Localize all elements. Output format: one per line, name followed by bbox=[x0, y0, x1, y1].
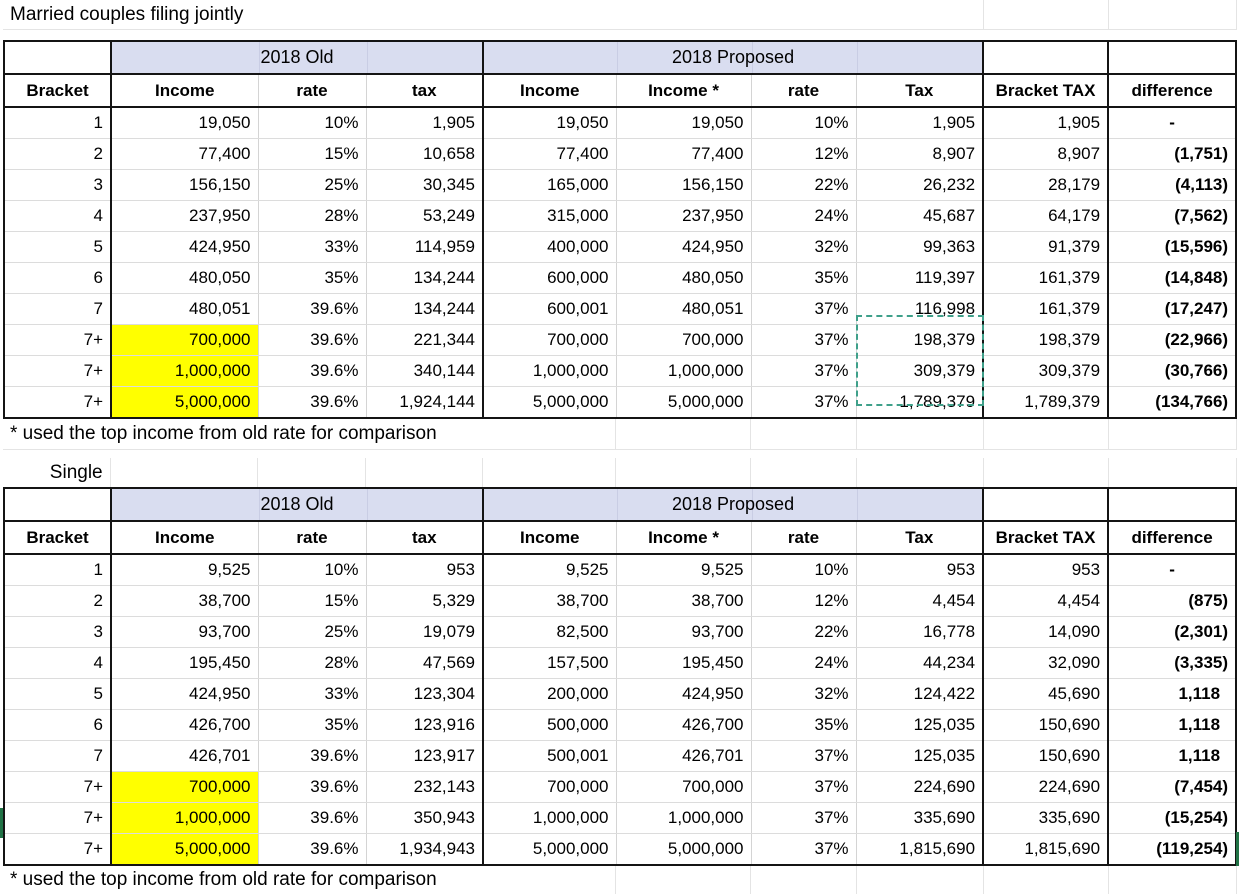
cell[interactable]: 77,400 bbox=[616, 139, 751, 170]
table-row bbox=[4, 679, 1236, 710]
cell[interactable]: 480,050 bbox=[111, 263, 258, 294]
cell[interactable]: 1,924,144 bbox=[366, 387, 483, 419]
cell[interactable] bbox=[983, 866, 1108, 894]
cell[interactable]: 195,450 bbox=[616, 648, 751, 679]
cell[interactable]: 1,000,000 bbox=[111, 803, 258, 834]
cell[interactable]: 150,690 bbox=[983, 741, 1108, 772]
col-header-bracket[interactable]: Bracket bbox=[4, 74, 111, 107]
group-header-row bbox=[4, 488, 1236, 521]
cell[interactable] bbox=[365, 458, 482, 487]
cell[interactable]: - bbox=[1108, 554, 1236, 586]
group-header-2018-old[interactable]: 2018 Old bbox=[111, 488, 483, 521]
cell[interactable]: 424,950 bbox=[616, 679, 751, 710]
cell[interactable] bbox=[751, 458, 856, 487]
cell[interactable] bbox=[1108, 41, 1236, 74]
cell[interactable]: 24% bbox=[751, 648, 856, 679]
cell[interactable]: 5,000,000 bbox=[616, 387, 751, 419]
col-header-bracket-tax[interactable]: Bracket TAX bbox=[983, 74, 1108, 107]
cell[interactable]: 19,079 bbox=[366, 617, 483, 648]
cell[interactable]: 1,789,379 bbox=[983, 387, 1108, 419]
cell[interactable]: 700,000 bbox=[616, 325, 751, 356]
cell[interactable]: 156,150 bbox=[111, 170, 258, 201]
cell[interactable]: 1 bbox=[4, 107, 111, 139]
column-header-row bbox=[4, 74, 1236, 107]
cell[interactable]: (14,848) bbox=[1108, 263, 1236, 294]
cell[interactable]: 4,454 bbox=[856, 586, 983, 617]
cell[interactable]: 6 bbox=[4, 710, 111, 741]
cell[interactable]: 12% bbox=[751, 139, 856, 170]
cell[interactable]: 700,000 bbox=[616, 772, 751, 803]
cell[interactable] bbox=[983, 0, 1108, 30]
cell[interactable]: 39.6% bbox=[258, 356, 366, 387]
table-row bbox=[4, 741, 1236, 772]
cell[interactable]: 26,232 bbox=[856, 170, 983, 201]
cell[interactable]: 426,700 bbox=[111, 710, 258, 741]
cell[interactable]: 35% bbox=[751, 710, 856, 741]
cell[interactable]: 114,959 bbox=[366, 232, 483, 263]
cell[interactable]: 39.6% bbox=[258, 294, 366, 325]
cell[interactable] bbox=[983, 419, 1108, 450]
cell[interactable]: 309,379 bbox=[983, 356, 1108, 387]
col-header-proposed-income-star[interactable]: Income * bbox=[616, 521, 751, 554]
cell[interactable]: 424,950 bbox=[616, 232, 751, 263]
cell[interactable]: 400,000 bbox=[483, 232, 616, 263]
group-header-2018-proposed[interactable]: 2018 Proposed bbox=[483, 41, 983, 74]
cell[interactable]: 953 bbox=[983, 554, 1108, 586]
cell[interactable]: 7+ bbox=[4, 803, 111, 834]
table-row bbox=[4, 617, 1236, 648]
cell[interactable]: 5 bbox=[4, 679, 111, 710]
cell[interactable]: 38,700 bbox=[616, 586, 751, 617]
cell[interactable]: 125,035 bbox=[856, 710, 983, 741]
cell[interactable]: 44,234 bbox=[856, 648, 983, 679]
table-row bbox=[4, 294, 1236, 325]
cell[interactable] bbox=[1108, 866, 1236, 894]
cell[interactable]: 9,525 bbox=[616, 554, 751, 586]
cell[interactable]: 195,450 bbox=[111, 648, 258, 679]
cell[interactable]: 10% bbox=[258, 107, 366, 139]
cell[interactable]: 37% bbox=[751, 294, 856, 325]
cell[interactable]: 5,000,000 bbox=[111, 834, 258, 866]
cell[interactable]: 2 bbox=[4, 139, 111, 170]
cell[interactable]: 953 bbox=[366, 554, 483, 586]
cell[interactable]: 134,244 bbox=[366, 263, 483, 294]
cell[interactable]: 37% bbox=[751, 325, 856, 356]
cell[interactable]: 5,000,000 bbox=[483, 387, 616, 419]
cell[interactable]: 37% bbox=[751, 834, 856, 866]
cell[interactable]: 12% bbox=[751, 586, 856, 617]
cell[interactable]: 426,701 bbox=[616, 741, 751, 772]
cell[interactable]: 3 bbox=[4, 170, 111, 201]
col-header-proposed-income-star[interactable]: Income * bbox=[616, 74, 751, 107]
cell[interactable]: 7+ bbox=[4, 356, 111, 387]
cell[interactable]: 1,934,943 bbox=[366, 834, 483, 866]
cell[interactable]: 39.6% bbox=[258, 803, 366, 834]
cell[interactable]: 10% bbox=[751, 554, 856, 586]
cell[interactable]: (17,247) bbox=[1108, 294, 1236, 325]
cell[interactable]: 500,000 bbox=[483, 710, 616, 741]
cell[interactable]: 9,525 bbox=[483, 554, 616, 586]
cell[interactable]: 5 bbox=[4, 232, 111, 263]
cell[interactable]: 10% bbox=[258, 554, 366, 586]
cell[interactable]: 200,000 bbox=[483, 679, 616, 710]
cell[interactable]: 82,500 bbox=[483, 617, 616, 648]
cell[interactable]: (30,766) bbox=[1108, 356, 1236, 387]
cell[interactable]: 700,000 bbox=[111, 325, 258, 356]
footnote-row bbox=[3, 419, 1237, 450]
cell[interactable]: 4 bbox=[4, 201, 111, 232]
col-header-old-income[interactable]: Income bbox=[111, 74, 258, 107]
cell[interactable]: 10,658 bbox=[366, 139, 483, 170]
cell[interactable]: 45,687 bbox=[856, 201, 983, 232]
cell[interactable]: 237,950 bbox=[616, 201, 751, 232]
cell[interactable] bbox=[983, 41, 1108, 74]
cell[interactable]: 45,690 bbox=[983, 679, 1108, 710]
cell[interactable]: 426,701 bbox=[111, 741, 258, 772]
table-row bbox=[4, 387, 1236, 419]
cell[interactable]: 1,000,000 bbox=[111, 356, 258, 387]
cell[interactable]: 93,700 bbox=[111, 617, 258, 648]
cell[interactable]: 39.6% bbox=[258, 834, 366, 866]
cell[interactable]: 37% bbox=[751, 356, 856, 387]
single-table bbox=[3, 487, 1237, 866]
cell[interactable]: 6 bbox=[4, 263, 111, 294]
col-header-old-income[interactable]: Income bbox=[111, 521, 258, 554]
cell[interactable]: 37% bbox=[751, 803, 856, 834]
cell[interactable]: 134,244 bbox=[366, 294, 483, 325]
table-row bbox=[4, 586, 1236, 617]
cell[interactable]: 22% bbox=[751, 617, 856, 648]
cell[interactable]: 7+ bbox=[4, 772, 111, 803]
cell[interactable]: 335,690 bbox=[983, 803, 1108, 834]
cell[interactable]: 198,379 bbox=[983, 325, 1108, 356]
cell[interactable]: 33% bbox=[258, 679, 366, 710]
cell[interactable]: 165,000 bbox=[483, 170, 616, 201]
cell[interactable]: 28% bbox=[258, 201, 366, 232]
cell[interactable]: 1,905 bbox=[983, 107, 1108, 139]
col-header-difference[interactable]: difference bbox=[1108, 521, 1236, 554]
col-header-old-rate[interactable]: rate bbox=[258, 521, 366, 554]
cell[interactable]: 224,690 bbox=[856, 772, 983, 803]
col-header-bracket[interactable]: Bracket bbox=[4, 521, 111, 554]
cell[interactable] bbox=[616, 458, 751, 487]
cell[interactable]: 15% bbox=[258, 586, 366, 617]
table-row bbox=[4, 170, 1236, 201]
group-header-2018-proposed[interactable]: 2018 Proposed bbox=[483, 488, 983, 521]
cell[interactable]: 91,379 bbox=[983, 232, 1108, 263]
cell[interactable]: 39.6% bbox=[258, 325, 366, 356]
col-header-old-tax[interactable]: tax bbox=[366, 521, 483, 554]
cell[interactable]: 123,304 bbox=[366, 679, 483, 710]
cell[interactable]: 156,150 bbox=[616, 170, 751, 201]
cell[interactable]: 37% bbox=[751, 387, 856, 419]
cell[interactable]: 700,000 bbox=[483, 325, 616, 356]
cell[interactable] bbox=[4, 488, 111, 521]
cell[interactable]: 1,000,000 bbox=[483, 356, 616, 387]
group-header-row bbox=[4, 41, 1236, 74]
cell[interactable]: 35% bbox=[258, 263, 366, 294]
col-header-old-rate[interactable]: rate bbox=[258, 74, 366, 107]
table-row bbox=[4, 710, 1236, 741]
cell[interactable]: 500,001 bbox=[483, 741, 616, 772]
cell[interactable]: 700,000 bbox=[483, 772, 616, 803]
table-row bbox=[4, 107, 1236, 139]
cell[interactable]: 5,000,000 bbox=[483, 834, 616, 866]
cell[interactable]: 30,345 bbox=[366, 170, 483, 201]
cell[interactable]: 116,998 bbox=[856, 294, 983, 325]
cell[interactable]: 37% bbox=[751, 741, 856, 772]
cell[interactable]: 39.6% bbox=[258, 387, 366, 419]
cell[interactable]: 10% bbox=[751, 107, 856, 139]
title-row bbox=[3, 0, 1237, 30]
cell[interactable]: 125,035 bbox=[856, 741, 983, 772]
col-header-proposed-income[interactable]: Income bbox=[483, 521, 616, 554]
cell[interactable]: 7 bbox=[4, 741, 111, 772]
cell[interactable]: 953 bbox=[856, 554, 983, 586]
cell[interactable]: (119,254) bbox=[1108, 834, 1236, 866]
cell[interactable]: 7+ bbox=[4, 834, 111, 866]
spacer-row bbox=[3, 30, 1240, 40]
cell[interactable]: 480,051 bbox=[616, 294, 751, 325]
cell[interactable]: 1 bbox=[4, 554, 111, 586]
table-row bbox=[4, 772, 1236, 803]
cell[interactable]: (1,751) bbox=[1108, 139, 1236, 170]
cell[interactable]: 32% bbox=[751, 232, 856, 263]
cell[interactable]: (15,254) bbox=[1108, 803, 1236, 834]
cell[interactable]: 37% bbox=[751, 772, 856, 803]
cell[interactable]: 5,000,000 bbox=[616, 834, 751, 866]
cell[interactable]: 15% bbox=[258, 139, 366, 170]
group-header-2018-old[interactable]: 2018 Old bbox=[111, 41, 483, 74]
cell[interactable] bbox=[257, 458, 365, 487]
cell[interactable]: 123,916 bbox=[366, 710, 483, 741]
cell[interactable]: 33% bbox=[258, 232, 366, 263]
table-row bbox=[4, 232, 1236, 263]
cell[interactable]: 5,329 bbox=[366, 586, 483, 617]
cell[interactable]: 38,700 bbox=[111, 586, 258, 617]
cell[interactable] bbox=[856, 419, 983, 450]
cell[interactable]: 4 bbox=[4, 648, 111, 679]
cell[interactable]: 1,905 bbox=[856, 107, 983, 139]
cell[interactable]: 424,950 bbox=[111, 679, 258, 710]
cell[interactable]: 1,118 bbox=[1108, 710, 1236, 741]
table-row bbox=[4, 356, 1236, 387]
cell[interactable]: (7,454) bbox=[1108, 772, 1236, 803]
cell[interactable]: 2 bbox=[4, 586, 111, 617]
table-row bbox=[4, 834, 1236, 866]
cell[interactable]: 123,917 bbox=[366, 741, 483, 772]
col-header-proposed-tax[interactable]: Tax bbox=[856, 74, 983, 107]
cell[interactable]: 39.6% bbox=[258, 741, 366, 772]
cell[interactable]: 224,690 bbox=[983, 772, 1108, 803]
cell[interactable]: 1,815,690 bbox=[856, 834, 983, 866]
cell[interactable] bbox=[983, 458, 1108, 487]
cell[interactable]: (134,766) bbox=[1108, 387, 1236, 419]
column-header-row bbox=[4, 521, 1236, 554]
cell[interactable]: 1,000,000 bbox=[616, 356, 751, 387]
cell[interactable]: 1,000,000 bbox=[616, 803, 751, 834]
cell[interactable]: 157,500 bbox=[483, 648, 616, 679]
cell[interactable]: 9,525 bbox=[111, 554, 258, 586]
cell[interactable]: 16,778 bbox=[856, 617, 983, 648]
col-header-difference[interactable]: difference bbox=[1108, 74, 1236, 107]
cell[interactable] bbox=[983, 488, 1108, 521]
cell[interactable]: (22,966) bbox=[1108, 325, 1236, 356]
cell[interactable]: 480,050 bbox=[616, 263, 751, 294]
cell[interactable]: 315,000 bbox=[483, 201, 616, 232]
cell[interactable] bbox=[1108, 419, 1236, 450]
cell[interactable]: 19,050 bbox=[111, 107, 258, 139]
cell[interactable]: 28% bbox=[258, 648, 366, 679]
cell[interactable]: 35% bbox=[751, 263, 856, 294]
cell[interactable]: 1,789,379 bbox=[856, 387, 983, 419]
table-row bbox=[4, 648, 1236, 679]
col-header-old-tax[interactable]: tax bbox=[366, 74, 483, 107]
table-row bbox=[4, 139, 1236, 170]
cell[interactable]: 600,001 bbox=[483, 294, 616, 325]
cell[interactable]: 24% bbox=[751, 201, 856, 232]
cell[interactable]: - bbox=[1108, 107, 1236, 139]
cell[interactable]: 19,050 bbox=[483, 107, 616, 139]
cell[interactable]: 3 bbox=[4, 617, 111, 648]
footnote-text[interactable]: * used the top income from old rate for comparison bbox=[3, 419, 616, 450]
cell[interactable]: 198,379 bbox=[856, 325, 983, 356]
cell[interactable]: 221,344 bbox=[366, 325, 483, 356]
cell[interactable]: 35% bbox=[258, 710, 366, 741]
cell[interactable] bbox=[4, 41, 111, 74]
cell[interactable]: 424,950 bbox=[111, 232, 258, 263]
cell[interactable]: 350,943 bbox=[366, 803, 483, 834]
cell[interactable]: (15,596) bbox=[1108, 232, 1236, 263]
cell[interactable] bbox=[856, 458, 983, 487]
cell[interactable] bbox=[1108, 488, 1236, 521]
cell[interactable]: 7+ bbox=[4, 325, 111, 356]
single-label-row bbox=[3, 458, 1237, 487]
cell[interactable] bbox=[751, 866, 856, 894]
cell[interactable]: 22% bbox=[751, 170, 856, 201]
cell[interactable]: 161,379 bbox=[983, 294, 1108, 325]
cell[interactable]: 700,000 bbox=[111, 772, 258, 803]
cell[interactable]: 335,690 bbox=[856, 803, 983, 834]
cell[interactable]: 480,051 bbox=[111, 294, 258, 325]
cell[interactable]: (3,335) bbox=[1108, 648, 1236, 679]
cell[interactable] bbox=[616, 419, 751, 450]
table-row bbox=[4, 325, 1236, 356]
cell[interactable]: 1,905 bbox=[366, 107, 483, 139]
cell[interactable]: 8,907 bbox=[856, 139, 983, 170]
cell[interactable]: 7 bbox=[4, 294, 111, 325]
cell[interactable]: 5,000,000 bbox=[111, 387, 258, 419]
cell[interactable]: 77,400 bbox=[483, 139, 616, 170]
cell[interactable] bbox=[483, 458, 616, 487]
table-row bbox=[4, 803, 1236, 834]
cell[interactable]: 25% bbox=[258, 170, 366, 201]
cell[interactable]: 1,000,000 bbox=[483, 803, 616, 834]
cell[interactable]: 600,000 bbox=[483, 263, 616, 294]
cell[interactable]: 150,690 bbox=[983, 710, 1108, 741]
cell[interactable]: 237,950 bbox=[111, 201, 258, 232]
cell[interactable]: 4,454 bbox=[983, 586, 1108, 617]
cell[interactable] bbox=[1108, 458, 1236, 487]
table-row bbox=[4, 263, 1236, 294]
cell[interactable]: (7,562) bbox=[1108, 201, 1236, 232]
col-header-proposed-tax[interactable]: Tax bbox=[856, 521, 983, 554]
cell[interactable]: 1,118 bbox=[1108, 679, 1236, 710]
table-row bbox=[4, 554, 1236, 586]
cell[interactable]: 38,700 bbox=[483, 586, 616, 617]
married-table bbox=[3, 40, 1237, 419]
col-header-bracket-tax[interactable]: Bracket TAX bbox=[983, 521, 1108, 554]
col-header-proposed-rate[interactable]: rate bbox=[751, 74, 856, 107]
spacer-row bbox=[3, 450, 1240, 458]
cell[interactable]: 119,397 bbox=[856, 263, 983, 294]
cell[interactable]: 426,700 bbox=[616, 710, 751, 741]
cell[interactable]: 1,118 bbox=[1108, 741, 1236, 772]
cell[interactable]: 340,144 bbox=[366, 356, 483, 387]
cell[interactable]: (4,113) bbox=[1108, 170, 1236, 201]
cell[interactable]: 161,379 bbox=[983, 263, 1108, 294]
cell[interactable]: 8,907 bbox=[983, 139, 1108, 170]
cell[interactable] bbox=[856, 866, 983, 894]
cell[interactable]: 64,179 bbox=[983, 201, 1108, 232]
cell[interactable] bbox=[110, 458, 257, 487]
cell[interactable]: 39.6% bbox=[258, 772, 366, 803]
table-row bbox=[4, 201, 1236, 232]
col-header-proposed-income[interactable]: Income bbox=[483, 74, 616, 107]
cell[interactable]: 1,815,690 bbox=[983, 834, 1108, 866]
cell[interactable]: 32% bbox=[751, 679, 856, 710]
cell[interactable]: 14,090 bbox=[983, 617, 1108, 648]
cell[interactable]: (2,301) bbox=[1108, 617, 1236, 648]
cell[interactable]: 93,700 bbox=[616, 617, 751, 648]
col-header-proposed-rate[interactable]: rate bbox=[751, 521, 856, 554]
cell[interactable]: 47,569 bbox=[366, 648, 483, 679]
cell[interactable]: 99,363 bbox=[856, 232, 983, 263]
cell[interactable]: 309,379 bbox=[856, 356, 983, 387]
cell[interactable]: 19,050 bbox=[616, 107, 751, 139]
cell[interactable]: 28,179 bbox=[983, 170, 1108, 201]
cell[interactable] bbox=[616, 866, 751, 894]
cell[interactable]: 25% bbox=[258, 617, 366, 648]
cell[interactable]: 32,090 bbox=[983, 648, 1108, 679]
cell[interactable]: 7+ bbox=[4, 387, 111, 419]
cell[interactable]: 232,143 bbox=[366, 772, 483, 803]
cell[interactable]: 77,400 bbox=[111, 139, 258, 170]
cell[interactable]: 53,249 bbox=[366, 201, 483, 232]
single-section-title[interactable]: Single bbox=[3, 458, 110, 487]
cell[interactable] bbox=[751, 419, 856, 450]
sheet-title-cell[interactable]: Married couples filing jointly bbox=[3, 0, 983, 30]
cell[interactable] bbox=[1108, 0, 1236, 30]
footnote-text[interactable]: * used the top income from old rate for comparison bbox=[3, 866, 616, 894]
cell[interactable]: 124,422 bbox=[856, 679, 983, 710]
footnote-row bbox=[3, 866, 1237, 894]
cell[interactable]: (875) bbox=[1108, 586, 1236, 617]
